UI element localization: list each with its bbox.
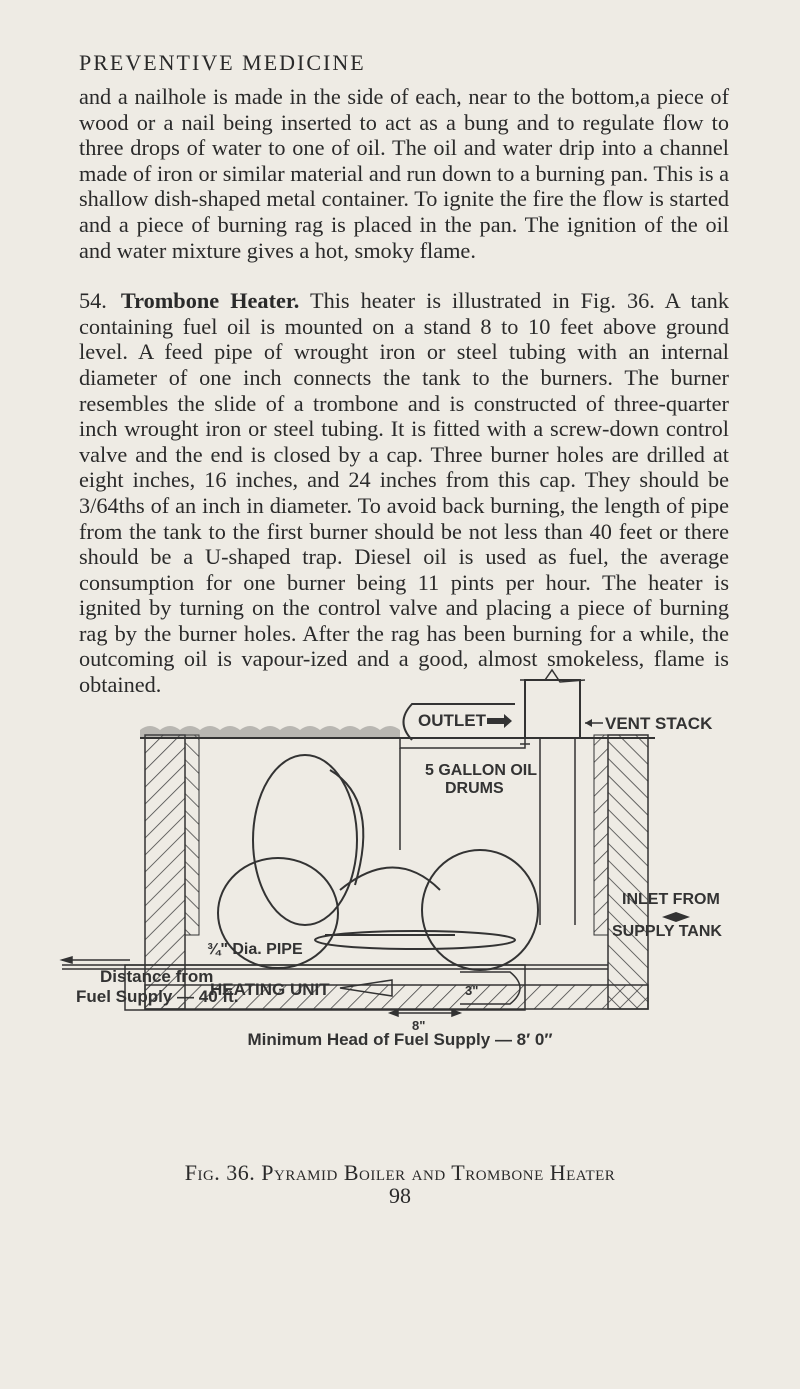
- inlet-arrow-icon: [662, 912, 690, 922]
- body-text: [79, 84, 729, 698]
- vent-stack-label: VENT STACK: [605, 714, 713, 733]
- paragraph-text: This heater is illustrated in Fig. 36. A tank containing fuel oil is mounted on a stand 8 to 10 feet above ground level. A feed pipe of wrought iron or steel tubing with an internal diameter of one inch connects the tank to the burners. The burner resembles the slide of a trombone and is constructed of three-quarter inch wrought iron or steel tubing. It is fitted with a screw-down control valve and the end is closed by a cap. Three burner holes are drilled at eight inches, 16 inches, and 24 inches from this cap. They should be 3/64ths of an inch in diameter. To avoid back burning, the length of pipe from the tank to the first burner should be not less than 40 feet or there should be a U-shaped trap. Diesel oil is used as fuel, the average consumption for one burner being 11 pints per hour. The heater is ignited by turning on the control valve and placing a piece of burning rag by the burner holes. After the rag has been burning for a while, the outcoming oil is vapour-ized and a good, almost smokeless, flame is obtained.: [79, 288, 729, 698]
- paragraph-number: 54.: [79, 288, 107, 314]
- paragraph-heading: Trombone Heater.: [120, 288, 300, 314]
- fuel-supply-label: Fuel Supply — 40 ft.: [76, 987, 239, 1006]
- paragraph: [79, 288, 729, 698]
- dimension-3in: 3": [465, 983, 479, 998]
- inlet-label: INLET FROM: [622, 891, 720, 908]
- running-head: PREVENTIVE MEDICINE: [79, 50, 366, 75]
- minimum-head-label: Minimum Head of Fuel Supply — 8′ 0″: [247, 1030, 553, 1049]
- pipe-diameter-label: ¾" Dia. PIPE: [207, 941, 303, 958]
- supply-tank-label: SUPPLY TANK: [612, 923, 722, 940]
- dimension-8in: 8": [412, 1018, 426, 1033]
- paragraph-text: and a nailhole is made in the side of each, near to the bottom,a piece of wood or a nail being inserted to act as a bung and to regulate flow to three drops of water to one of oil. The oil and water drip into a channel made of iron or similar material and run down to a burning pan. This is a shallow dish-shaped metal container. To ignite the fire the flow is started and a piece of burning rag is placed in the pan. The ignition of the oil and water mixture gives a hot, smoky flame.: [79, 84, 729, 263]
- outlet-label: OUTLET: [418, 711, 486, 730]
- oil-drums-label-line2: DRUMS: [445, 780, 504, 797]
- paragraph: [79, 84, 729, 263]
- figure-caption: Fig. 36. Pyramid Boiler and Trombone Heater: [184, 1160, 616, 1185]
- pyramid-boiler-diagram: [0, 660, 800, 1033]
- outlet-arrow-icon: [487, 714, 512, 728]
- heating-unit-label: HEATING UNIT: [210, 980, 330, 999]
- distance-label: Distance from: [100, 967, 214, 986]
- oil-drums-label: 5 GALLON OIL: [425, 762, 537, 779]
- page-number: 98: [389, 1183, 411, 1208]
- vent-stack: [520, 670, 603, 925]
